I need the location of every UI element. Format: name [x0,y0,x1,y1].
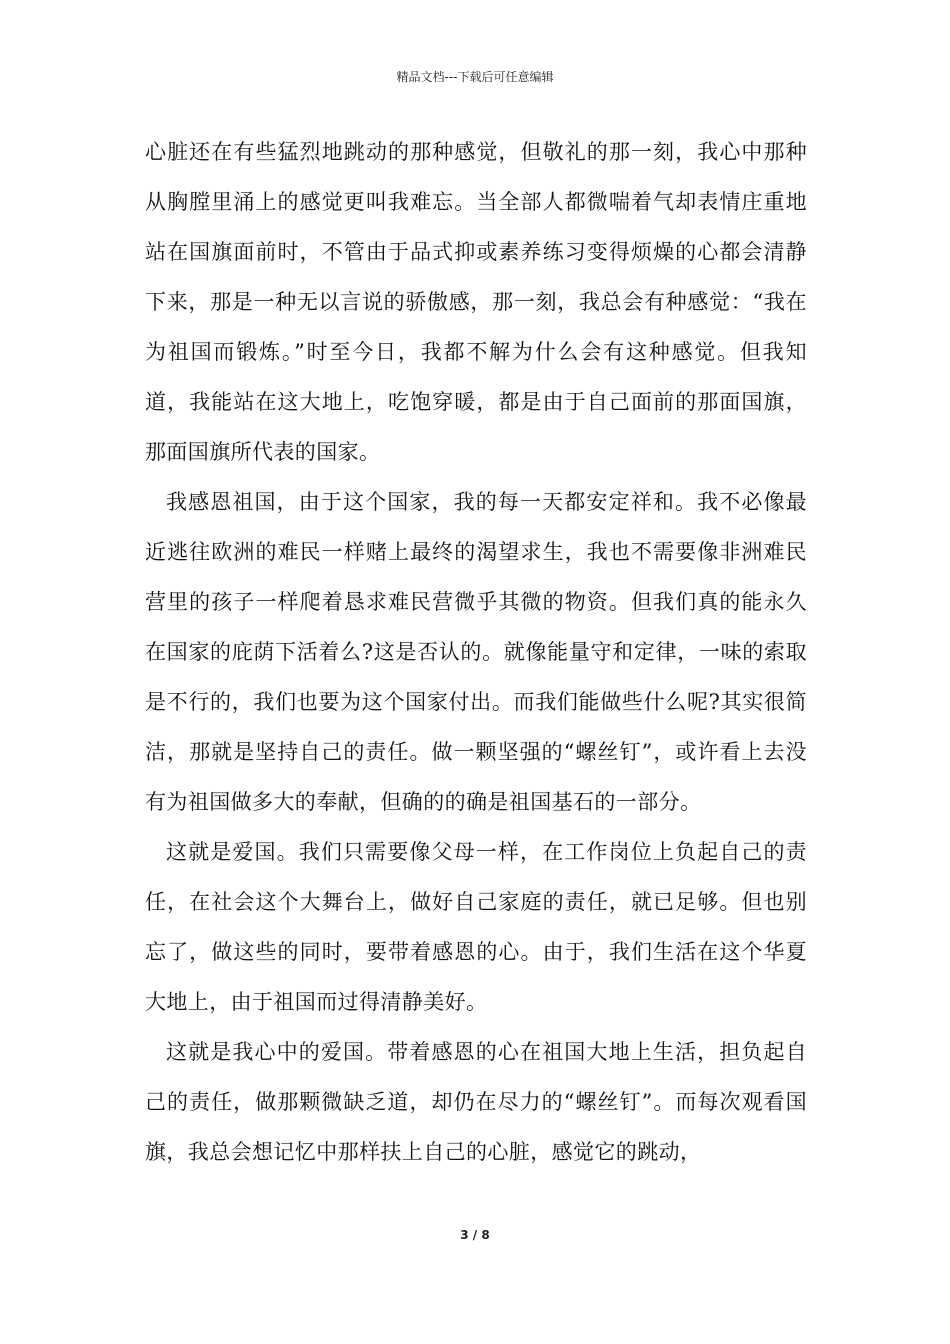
paragraph-3: 这就是爱国。我们只需要像父母一样，在工作岗位上负起自己的责任，在社会这个大舞台上，做好自己家庭的责任，就已足够。但也别忘了，做这些的同时，要带着感恩的心。由于，我们生活在这个华夏大地上，由于祖国而过得清静美好。 [145,840,807,1014]
page-header: 精品文档---下载后可任意编辑 [396,70,554,84]
document-body [145,127,807,1177]
paragraph-4: 这就是我心中的爱国。带着感恩的心在祖国大地上生活，担负起自己的责任，做那颗微缺乏道，却仍在尽力的“螺丝钉”。而每次观看国旗，我总会想记忆中那样扶上自己的心脏，感觉它的跳动， [145,1040,807,1164]
paragraph-1: 心脏还在有些猛烈地跳动的那种感觉，但敬礼的那一刻，我心中那种从胸膛里涌上的感觉更叫我难忘。当全部人都微喘着气却表情庄重地站在国旗面前时，不管由于品式抑或素养练习变得烦燥的心都会清静下来，那是一种无以言说的骄傲感，那一刻，我总会有种感觉：“我在为祖国而锻炼。”时至今日，我都不解为什么会有这种感觉。但我知道，我能站在这大地上，吃饱穿暖，都是由于自己面前的那面国旗，那面国旗所代表的国家。 [145,140,807,464]
page-number: 3 / 8 [460,1228,490,1242]
paragraph-2: 我感恩祖国，由于这个国家，我的每一天都安定祥和。我不必像最近逃往欧洲的难民一样赌上最终的渴望求生，我也不需要像非洲难民营里的孩子一样爬着恳求难民营微乎其微的物资。但我们真的能永久在国家的庇荫下活着么?这是否认的。就像能量守和定律，一味的索取是不行的，我们也要为这个国家付出。而我们能做些什么呢?其实很简洁，那就是坚持自己的责任。做一颗坚强的“螺丝钉”，或许看上去没有为祖国做多大的奉献，但确的的确是祖国基石的一部分。 [145,490,807,814]
